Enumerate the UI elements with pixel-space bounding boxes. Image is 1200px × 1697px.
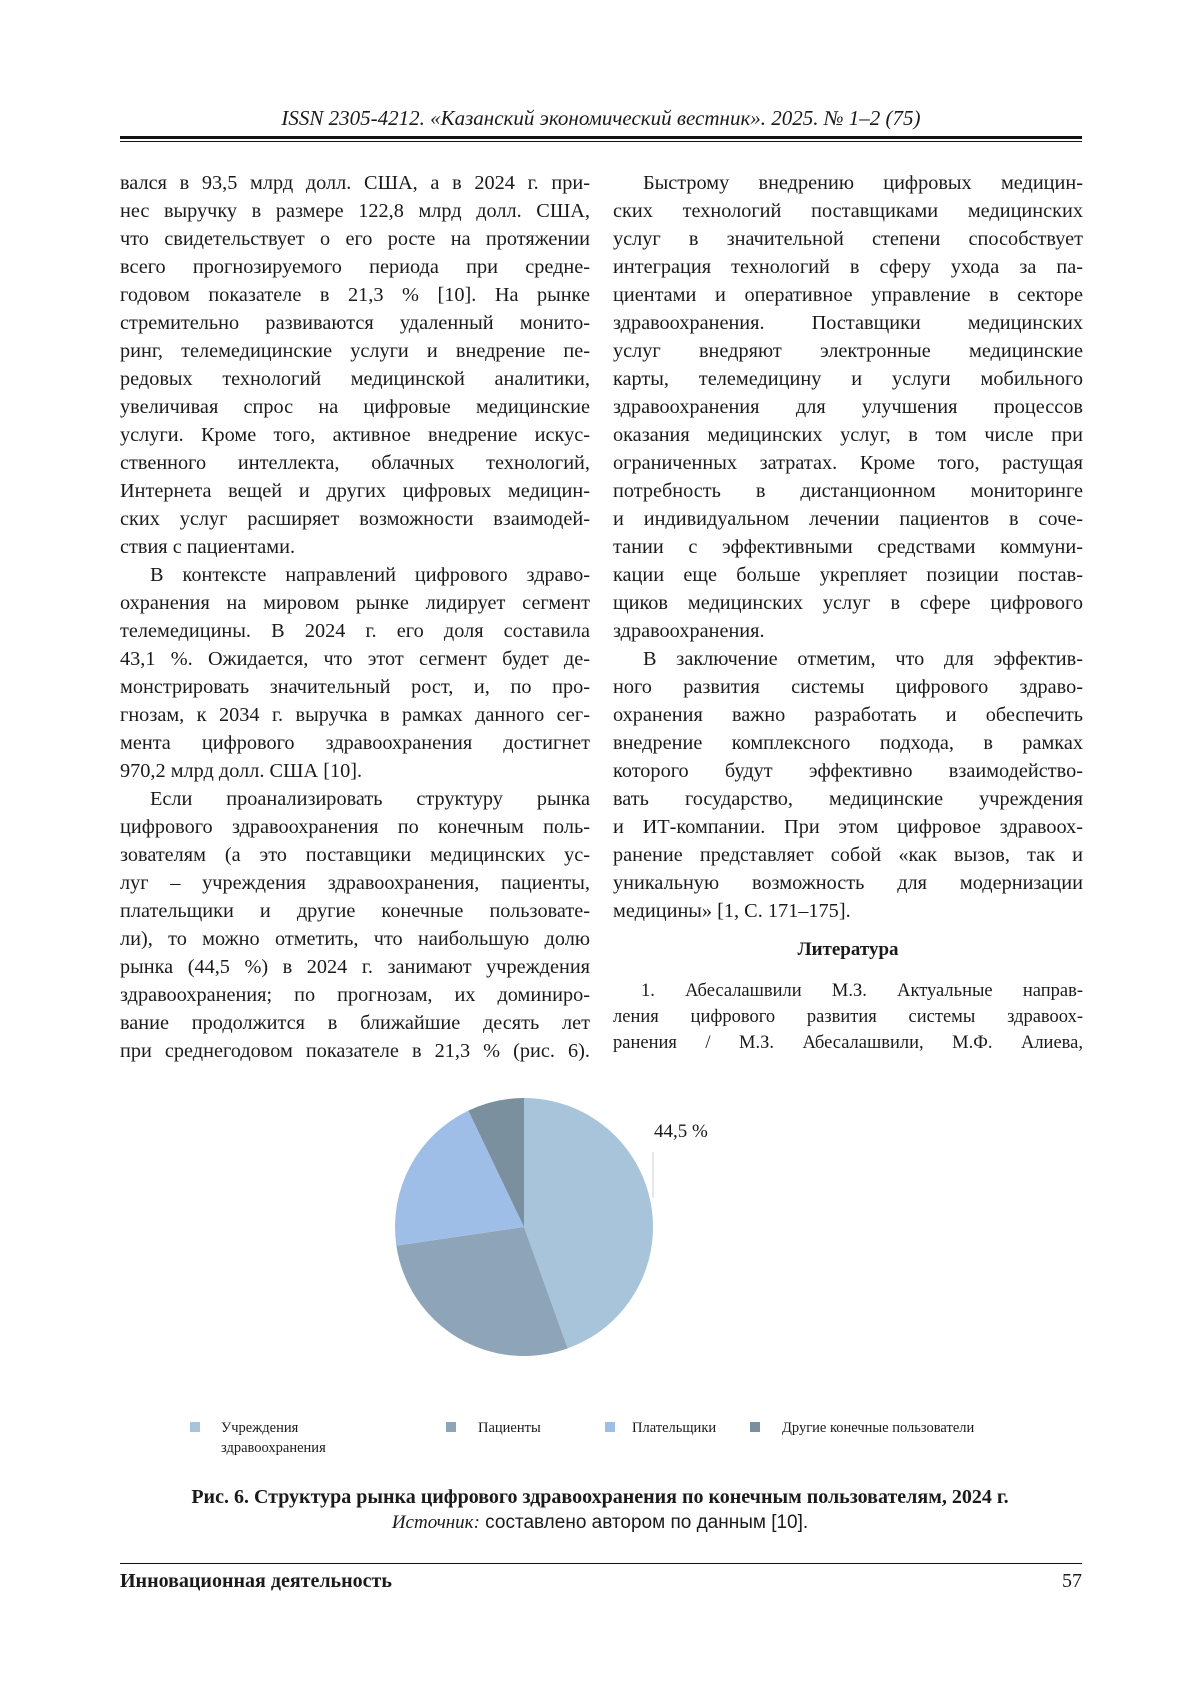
reference-line: ления цифрового развития системы здравоох-	[613, 1007, 1083, 1027]
text-line: 970,2 млрд долл. США [10].	[120, 760, 363, 782]
text-line: телемедицины. В 2024 г. его доля составила	[120, 620, 590, 642]
text-line: оказания медицинских услуг, в том числе при	[613, 424, 1083, 446]
data-label-44-5: 44,5 %	[654, 1121, 708, 1142]
text-line: кации еще больше укрепляет позиции постав-	[613, 564, 1083, 586]
text-line: ских услуг расширяет возможности взаимодей-	[120, 508, 590, 530]
text-line: тании с эффективными средствами коммуни-	[613, 536, 1083, 558]
legend-label: Учреждения	[221, 1420, 299, 1436]
text-line: при среднегодовом показателе в 21,3 % (рис. 6).	[120, 1040, 590, 1062]
text-line: уникальную возможность для модернизации	[613, 872, 1083, 894]
text-line: ного развития системы цифрового здраво-	[613, 676, 1083, 698]
literature-heading: Литература	[797, 939, 899, 960]
text-line: ли), то можно отметить, что наибольшую долю	[120, 928, 590, 950]
text-line: 43,1 %. Ожидается, что этот сегмент будет де-	[120, 648, 590, 670]
text-line: карты, телемедицину и услуги мобильного	[613, 368, 1083, 390]
text-line: стремительно развиваются удаленный монито-	[120, 312, 590, 334]
legend-item-payers: Плательщики	[632, 1420, 717, 1436]
text-line: всего прогнозируемого периода при средне-	[120, 256, 590, 278]
text-line: вался в 93,5 млрд долл. США, а в 2024 г. при-	[120, 172, 590, 194]
text-line: ственного интеллекта, облачных технологий,	[120, 452, 590, 474]
text-line: В контексте направлений цифрового здраво-	[150, 564, 590, 586]
legend-item-institutions	[221, 1418, 326, 1458]
text-line: здравоохранения.	[613, 620, 765, 642]
text-line: зователям (а это поставщики медицинских ус-	[120, 844, 590, 866]
legend-swatch-payers	[605, 1422, 615, 1432]
text-line: В заключение отметим, что для эффектив-	[643, 648, 1083, 670]
text-line: Интернета вещей и других цифровых медицин-	[120, 480, 590, 502]
text-line: ских технологий поставщиками медицинских	[613, 200, 1083, 222]
text-line: вать государство, медицинские учреждения	[613, 788, 1083, 810]
text-line: Быстрому внедрению цифровых медицин-	[643, 172, 1083, 194]
text-line: щиков медицинских услуг в сфере цифрового	[613, 592, 1083, 614]
legend-swatch-other-users	[750, 1422, 760, 1432]
text-line: луг – учреждения здравоохранения, пациенты,	[120, 872, 590, 894]
text-line: здравоохранения; по прогнозам, их доминиро-	[120, 984, 590, 1006]
text-line: и ИТ-компании. При этом цифровое здравоох-	[613, 816, 1083, 838]
page-number: 57	[1062, 1570, 1082, 1592]
text-line: нес выручку в размере 122,8 млрд долл. США,	[120, 200, 590, 222]
text-line: ограниченных затратах. Кроме того, растущая	[613, 452, 1083, 474]
text-line: редовых технологий медицинской аналитики,	[120, 368, 590, 390]
text-line: гнозам, к 2034 г. выручка в рамках данного сег-	[120, 704, 590, 726]
text-line: которого будут эффективно взаимодейство-	[613, 760, 1083, 782]
source-text: составлено автором по данным [10].	[479, 1512, 809, 1533]
text-line: годовом показателе в 21,3 % [10]. На рынке	[120, 284, 590, 306]
text-line: монстрировать значительный рост, и, по про-	[120, 676, 590, 698]
text-line: услуги. Кроме того, активное внедрение искус-	[120, 424, 590, 446]
text-line: здравоохранения. Поставщики медицинских	[613, 312, 1083, 334]
text-line: услуг внедряют электронные медицинские	[613, 340, 1083, 362]
legend-swatch-institutions	[190, 1422, 200, 1432]
text-line: увеличивая спрос на цифровые медицинские	[120, 396, 590, 418]
figure-source	[100, 1512, 1100, 1534]
text-line: внедрение комплексного подхода, в рамках	[613, 732, 1083, 754]
text-line: охранения на мировом рынке лидирует сегмент	[120, 592, 590, 614]
legend-label: здравоохранения	[221, 1440, 326, 1456]
running-header: ISSN 2305-4212. «Казанский экономический вестник». 2025. № 1–2 (75)	[281, 106, 921, 130]
text-line: ранение представляет собой «как вызов, так и	[613, 844, 1083, 866]
text-line: охранения важно разработать и обеспечить	[613, 704, 1083, 726]
text-line: Если проанализировать структуру рынка	[150, 788, 590, 810]
text-line: цифрового здравоохранения по конечным поль-	[120, 816, 590, 838]
legend-item-other-users: Другие конечные пользователи	[782, 1420, 975, 1436]
legend-swatch-patients	[446, 1422, 456, 1432]
text-line: услуг в значительной степени способствует	[613, 228, 1083, 250]
footer-section: Инновационная деятельность	[120, 1570, 392, 1592]
text-line: здравоохранения для улучшения процессов	[613, 396, 1083, 418]
text-line: ствия с пациентами.	[120, 536, 296, 558]
legend-item-patients: Пациенты	[478, 1420, 541, 1436]
text-line: циентами и оперативное управление в секторе	[613, 284, 1083, 306]
text-line: мента цифрового здравоохранения достигнет	[120, 732, 590, 754]
text-line: рынка (44,5 %) в 2024 г. занимают учреждения	[120, 956, 590, 978]
text-line: потребность в дистанционном мониторинге	[613, 480, 1083, 502]
source-label: Источник:	[391, 1512, 480, 1533]
figure-caption: Рис. 6. Структура рынка цифрового здравоохранения по конечным пользователям, 2024 г.	[191, 1486, 1009, 1508]
text-line: и индивидуальном лечении пациентов в соче-	[613, 508, 1083, 530]
text-line: интеграция технологий в сферу ухода за па-	[613, 256, 1083, 278]
text-line: медицины» [1, С. 171–175].	[613, 900, 851, 922]
reference-line: ранения / М.З. Абесалашвили, М.Ф. Алиева,	[613, 1033, 1083, 1053]
text-line: вание продолжится в ближайшие десять лет	[120, 1012, 590, 1034]
text-line: что свидетельствует о его росте на протяжении	[120, 228, 590, 250]
footer-rule	[120, 1563, 1082, 1564]
reference-line: 1. Абесалашвили М.З. Актуальные направ-	[641, 981, 1083, 1001]
text-line: ринг, телемедицинские услуги и внедрение пе-	[120, 340, 590, 362]
text-line: плательщики и другие конечные пользовате-	[120, 900, 590, 922]
